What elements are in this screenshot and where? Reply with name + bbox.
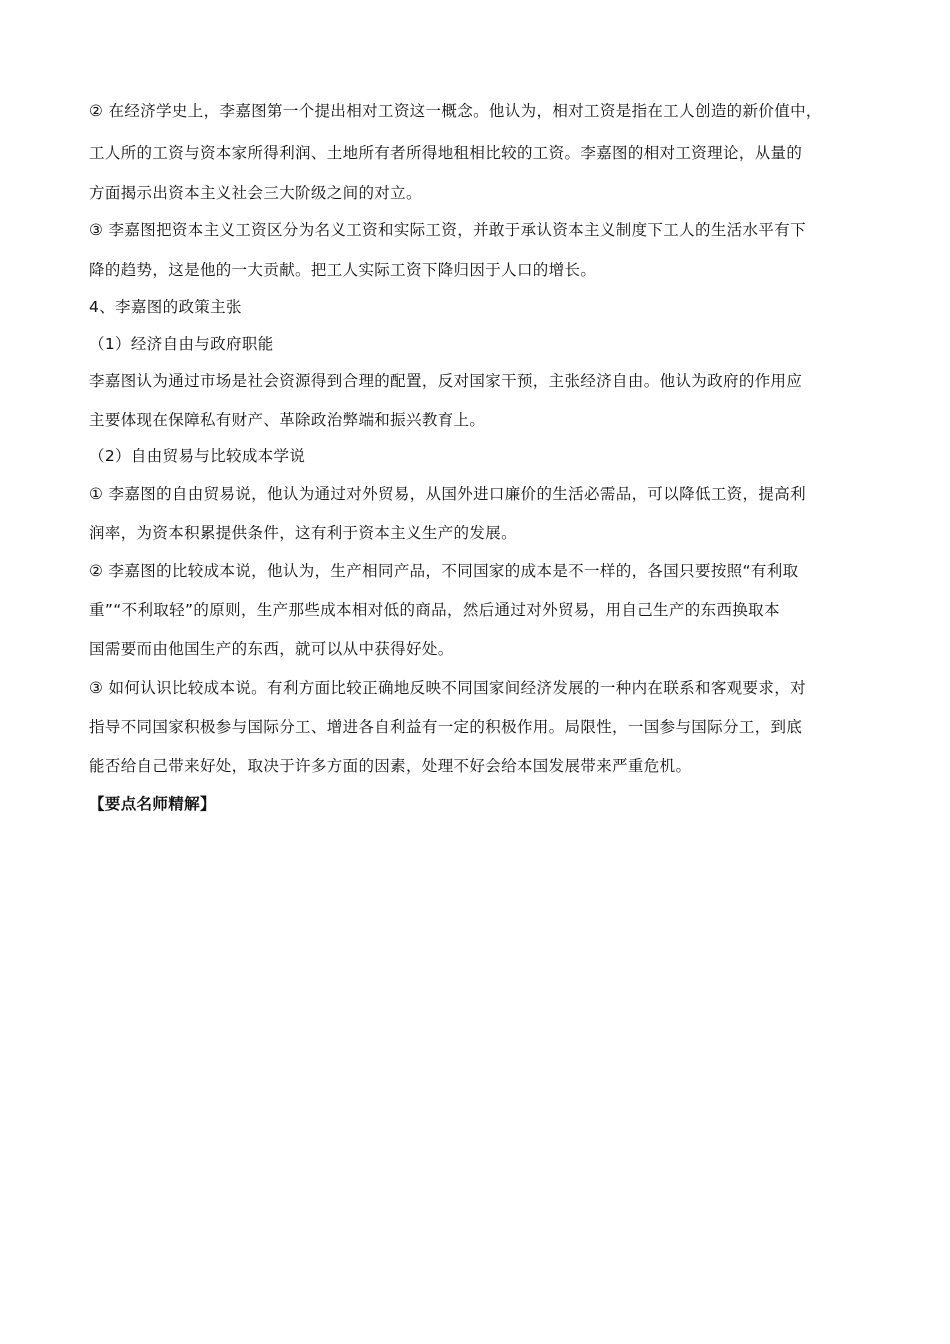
paragraph-evaluation-line-2: 指导不同国家积极参与国际分工、增进各自利益有一定的积极作用。局限性，一国参与国际分工，到底 xyxy=(89,718,803,736)
paragraph-comparative-cost-line-2: 重”“不利取轻”的原则，生产那些成本相对低的商品，然后通过对外贸易，用自己生产的东西换取本 xyxy=(89,601,780,619)
paragraph-relative-wage-line-3: 方面揭示出资本主义社会三大阶级之间的对立。 xyxy=(89,184,422,202)
paragraph-comparative-cost-line-1: ② 李嘉图的比较成本说，他认为，生产相同产品，不同国家的成本是不一样的，各国只要按照“有利取 xyxy=(89,562,799,580)
paragraph-nominal-wage-line-2: 降的趋势，这是他的一大贡献。把工人实际工资下降归因于人口的增长。 xyxy=(89,261,597,279)
section-heading-key-points: 【要点名师精解】 xyxy=(89,795,216,813)
paragraph-relative-wage-line-2: 工人所的工资与资本家所得利润、土地所有者所得地租相比较的工资。李嘉图的相对工资理论，从量的 xyxy=(89,144,803,162)
subheading-economic-freedom: （1）经济自由与政府职能 xyxy=(89,335,274,353)
paragraph-government-line-1: 李嘉图认为通过市场是社会资源得到合理的配置，反对国家干预，主张经济自由。他认为政府的作用应 xyxy=(89,372,803,390)
paragraph-evaluation-line-1: ③ 如何认识比较成本说。有利方面比较正确地反映不同国家间经济发展的一种内在联系和客观要求，对 xyxy=(89,679,806,697)
subheading-free-trade: （2）自由贸易与比较成本学说 xyxy=(89,447,306,465)
paragraph-free-trade-line-1: ① 李嘉图的自由贸易说，他认为通过对外贸易，从国外进口廉价的生活必需品，可以降低工资，提高利 xyxy=(89,485,806,503)
paragraph-nominal-wage-line-1: ③ 李嘉图把资本主义工资区分为名义工资和实际工资，并敢于承认资本主义制度下工人的生活水平有下 xyxy=(89,221,806,239)
paragraph-comparative-cost-line-3: 国需要而由他国生产的东西，就可以从中获得好处。 xyxy=(89,640,454,658)
paragraph-free-trade-line-2: 润率，为资本积累提供条件，这有利于资本主义生产的发展。 xyxy=(89,524,517,542)
paragraph-government-line-2: 主要体现在保障私有财产、革除政治弊端和振兴教育上。 xyxy=(89,411,486,429)
paragraph-relative-wage-line-1: ② 在经济学史上，李嘉图第一个提出相对工资这一概念。他认为，相对工资是指在工人创造的新价值中， xyxy=(89,102,822,120)
paragraph-evaluation-line-3: 能否给自己带来好处，取决于许多方面的因素，处理不好会给本国发展带来严重危机。 xyxy=(89,757,692,775)
section-heading-policy: 4、李嘉图的政策主张 xyxy=(89,298,242,316)
